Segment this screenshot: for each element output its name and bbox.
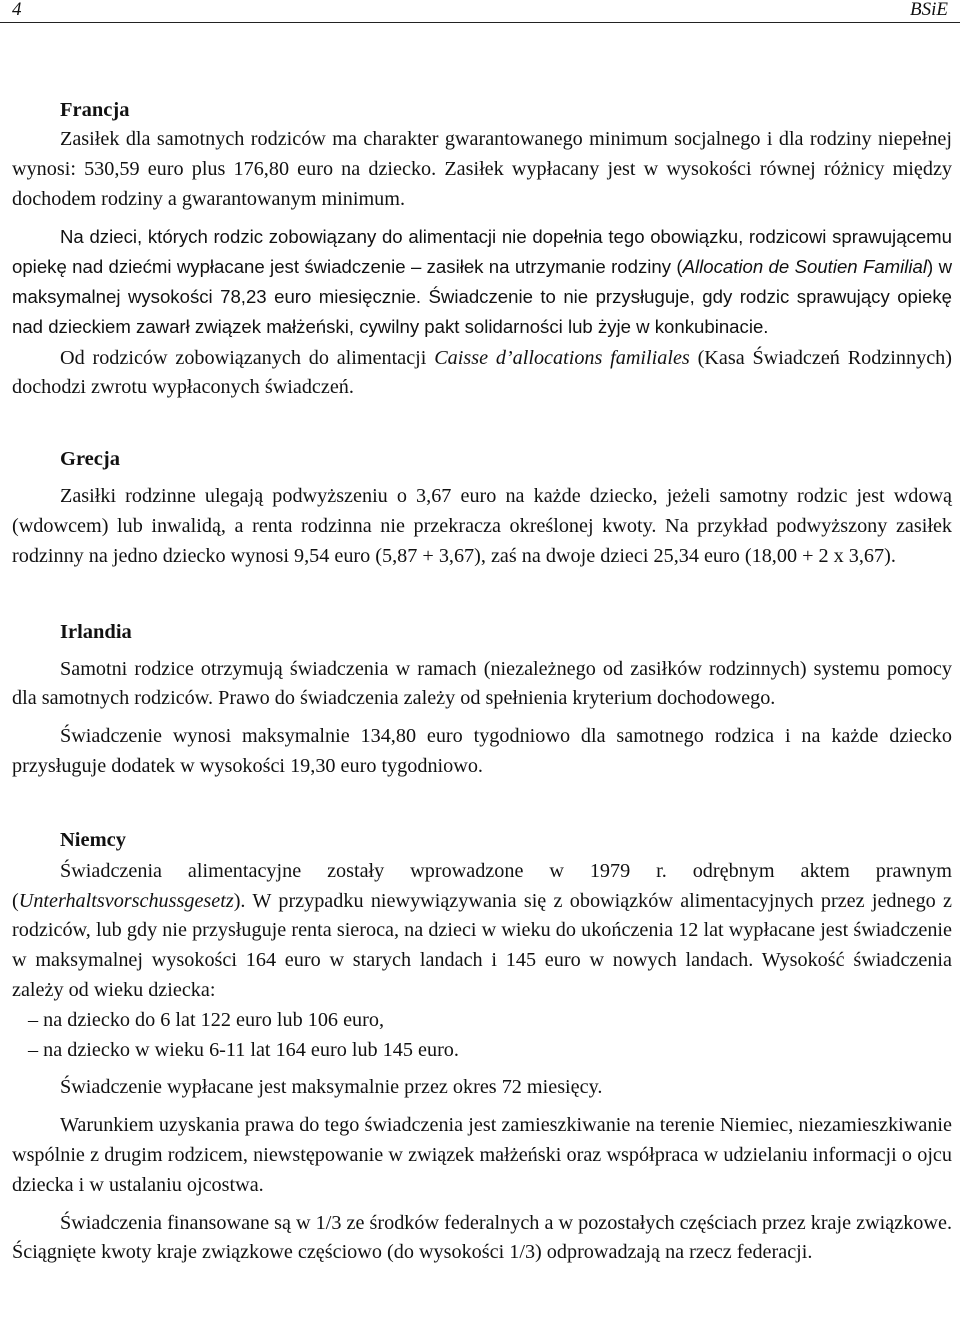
page-number: 4 xyxy=(12,0,22,20)
text-run: Na dzieci, których rodzic zobowiązany do alimentacji nie dopełnia tego obowiązku, rodzicowi sprawującemu opiekę nad dziećmi wypłacane jest świadczenie – zasiłek na utrzymanie rodziny ( xyxy=(12,226,952,278)
publication-name: BSiE xyxy=(910,0,948,20)
list-item: – na dziecko do 6 lat 122 euro lub 106 euro, xyxy=(28,1008,384,1031)
paragraph-francja-1: Zasiłek dla samotnych rodziców ma charakter gwarantowanego minimum socjalnego i dla rodziny niepełnej wynosi: 530,59 euro plus 176,80 euro na dziecko. Zasiłek wypłacany jest w wysokości równej różnicy między dochodem rodziny a gwarantowanym minimum. xyxy=(12,128,952,210)
text-run: Od rodziców zobowiązanych do alimentacji xyxy=(60,346,435,369)
italic-term: Unterhaltsvorschussgesetz xyxy=(18,889,234,912)
italic-term: Allocation de Soutien Familial xyxy=(682,256,928,278)
paragraph-niemcy-2: Świadczenie wypłacane jest maksymalnie przez okres 72 miesięcy. xyxy=(60,1076,603,1099)
section-heading-grecja: Grecja xyxy=(60,448,120,471)
paragraph-niemcy-4: Świadczenia finansowane są w 1/3 ze środków federalnych a w pozostałych częściach przez kraje związkowe. Ściągnięte kwoty kraje związkowe częściowo (do wysokości 1/3) odprowadzają na rzecz federacji. xyxy=(12,1211,952,1264)
paragraph-irlandia-1: Samotni rodzice otrzymują świadczenia w ramach (niezależnego od zasiłków rodzinnych) systemu pomocy dla samotnych rodziców. Prawo do świadczenia zależy od spełnienia kryterium dochodowego. xyxy=(12,657,952,710)
text-run: Świadczenia alimentacyjne zostały wprowadzone w 1979 r. odrębnym aktem prawnym ( xyxy=(12,859,952,912)
italic-term: Caisse d’allocations familiales xyxy=(434,346,690,369)
section-heading-irlandia: Irlandia xyxy=(60,620,132,643)
section-heading-niemcy: Niemcy xyxy=(60,828,127,851)
paragraph-francja-3 xyxy=(12,344,952,404)
page-header xyxy=(0,0,960,23)
text-run: ). W przypadku niewywiązywania się z obowiązków alimentacyjnych przez jednego z rodziców, lub gdy nie przysługuje renta sieroca, na dzieci w wieku do ukończenia 12 lat wypłacane jest świadczenie w maksymalnej wysokości 164 euro w starych landach i 145 euro w nowych landach. Wysokość świadczenia zależy od wieku dziecka: xyxy=(12,889,952,1001)
paragraph-niemcy-1 xyxy=(12,857,952,1006)
paragraph-irlandia-2: Świadczenie wynosi maksymalnie 134,80 euro tygodniowo dla samotnego rodzica i na każde dziecko przysługuje dodatek w wysokości 19,30 euro tygodniowo. xyxy=(12,725,952,777)
paragraph-grecja-1: Zasiłki rodzinne ulegają podwyższeniu o 3,67 euro na każde dziecko, jeżeli samotny rodzic jest wdową (wdowcem) lub inwalidą, a renta rodzinna nie przekracza określonej kwoty. Na przykład podwyższony zasiłek rodzinny na jedno dziecko wynosi 9,54 euro (5,87 + 3,67), zaś na dwoje dzieci 25,34 euro (18,00 + 2 x 3,67). xyxy=(12,485,952,567)
paragraph-francja-2 xyxy=(12,222,952,341)
page-content xyxy=(12,96,952,1268)
list-item: – na dziecko w wieku 6-11 lat 164 euro lub 145 euro. xyxy=(28,1038,459,1061)
paragraph-niemcy-3: Warunkiem uzyskania prawa do tego świadczenia jest zamieszkiwanie na terenie Niemiec, niezamieszkiwanie wspólnie z drugim rodzicem, niewstępowanie w związek małżeński oraz współpraca w udzielaniu informacji o ojcu dziecka i w ustalaniu ojcostwa. xyxy=(12,1114,952,1196)
section-heading-francja: Francja xyxy=(60,99,130,121)
text-run: ) w maksymalnej wysokości 78,23 euro miesięcznie. Świadczenie to nie przysługuje, gdy rodzic sprawujący opiekę nad dzieckiem zawarł związek małżeński, cywilny pakt solidarności lub żyje w konkubinacie. xyxy=(12,256,953,337)
text-run: (Kasa Świadczeń Rodzinnych) dochodzi zwrotu wypłaconych świadczeń. xyxy=(12,346,952,399)
